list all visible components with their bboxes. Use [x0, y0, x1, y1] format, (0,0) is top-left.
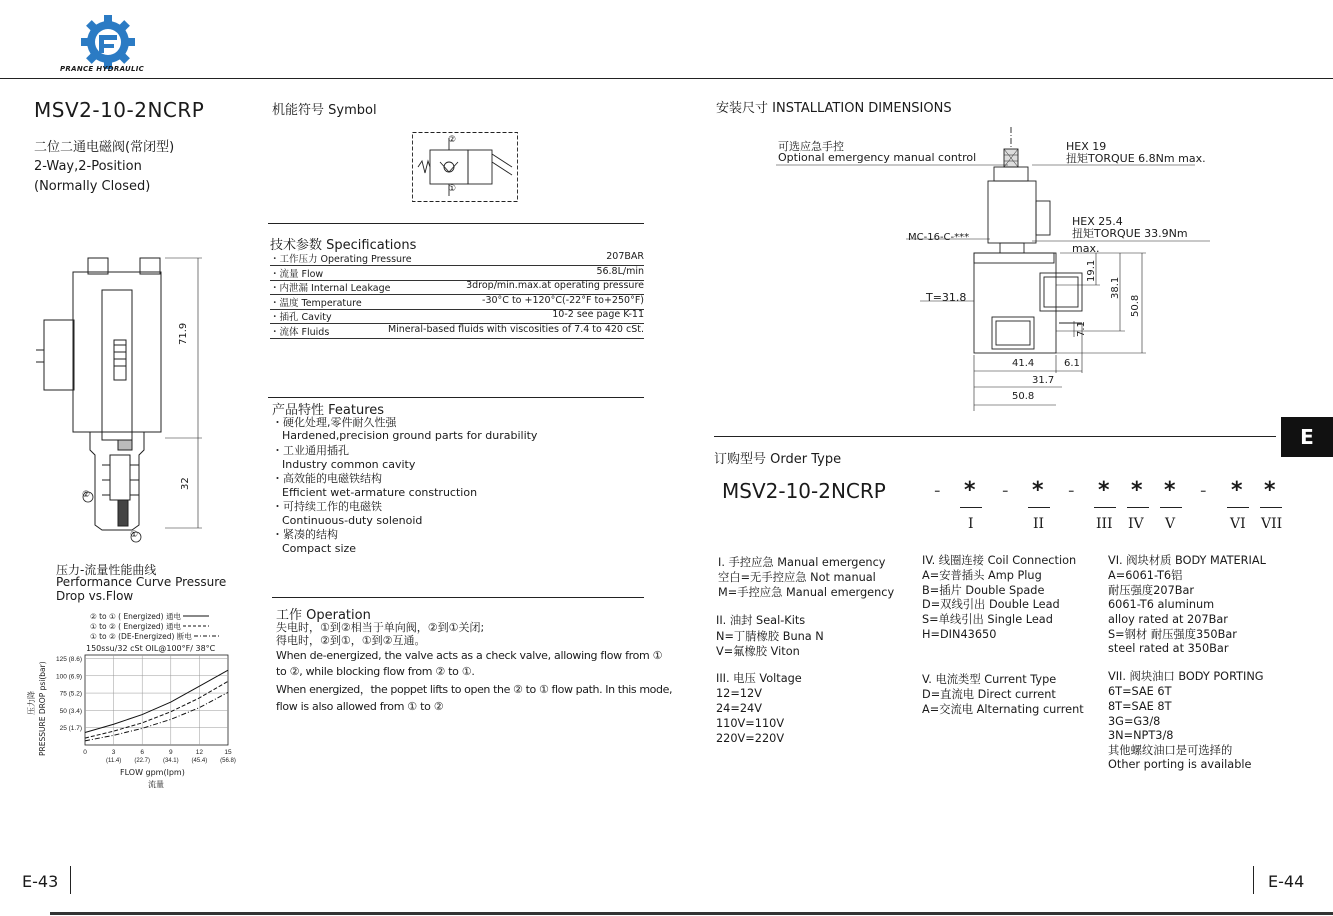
order-option: 110V=110V — [716, 717, 785, 730]
x-tick-label: 12 — [195, 749, 204, 756]
rule-operation-top — [272, 597, 644, 598]
x-tick-sublabel: (11.4) — [105, 758, 122, 764]
section-tab-letter: E — [1300, 425, 1314, 449]
series-line — [85, 692, 228, 740]
order-star-4: * — [1131, 478, 1143, 503]
symbol-port-2: ② — [448, 135, 457, 145]
order-option: H=DIN43650 — [922, 628, 997, 641]
order-option: V=氟橡胶 Viton — [716, 645, 800, 658]
order-dash: - — [1068, 480, 1075, 501]
dim-19-1: 19.1 — [1086, 259, 1097, 282]
y-tick-label: 50 (3.4) — [59, 707, 82, 715]
operation-en-2a: When energized，the poppet lifts to open the ② to ① flow path. In this mode, — [276, 683, 673, 696]
order-option: A=6061-T6铝 — [1108, 569, 1183, 582]
dim-50-8-h: 50.8 — [1012, 391, 1035, 402]
x-tick-sublabel: (22.7) — [134, 758, 151, 764]
feature-en: Efficient wet-armature construction — [282, 486, 478, 499]
order-option: 耐压强度207Bar — [1108, 584, 1195, 597]
thickness-label: T=31.8 — [926, 291, 967, 304]
brand-logo — [60, 12, 170, 78]
spec-row: ・内泄漏 Internal Leakage 3drop/min.max.at operating pressure — [270, 280, 644, 294]
feature-cn: ・紧凑的结构 — [272, 528, 338, 541]
order-underline — [1094, 507, 1116, 508]
order-option: V. 电流类型 Current Type — [922, 673, 1057, 686]
order-underline — [1028, 507, 1050, 508]
order-option: 8T=SAE 8T — [1108, 700, 1172, 713]
operation-en-1b: to ②, while blocking flow from ② to ①. — [276, 665, 475, 678]
spec-row: ・流体 Fluids Mineral-based fluids with viscosities of 7.4 to 420 cSt. — [270, 324, 644, 338]
order-option: steel rated at 350Bar — [1108, 642, 1229, 655]
curve-condition: 150ssu/32 cSt OIL@100°F/ 38°C — [86, 644, 216, 653]
feature-cn: ・可持续工作的电磁铁 — [272, 500, 382, 513]
hex19-label: HEX 19 — [1066, 140, 1107, 153]
order-star-2: * — [1032, 478, 1044, 503]
order-option: IV. 线圈连接 Coil Connection — [922, 554, 1077, 567]
torque25-label: 扭矩TORQUE 33.9Nm max. — [1072, 227, 1188, 255]
order-star-7: * — [1264, 478, 1276, 503]
order-underline — [1127, 507, 1149, 508]
order-roman-7: VII — [1261, 516, 1283, 532]
order-option: B=插片 Double Spade — [922, 584, 1045, 597]
y-tick-label: 25 (1.7) — [59, 725, 82, 733]
feature-en: Compact size — [282, 542, 357, 555]
order-roman-3: III — [1096, 516, 1113, 532]
order-option: A=安普插头 Amp Plug — [922, 569, 1042, 582]
x-tick-sublabel: (56.8) — [220, 758, 236, 764]
rule-order-top — [714, 436, 1276, 437]
order-option: 3G=G3/8 — [1108, 715, 1161, 728]
x-tick-label: 15 — [224, 749, 232, 756]
order-option: 6T=SAE 6T — [1108, 685, 1172, 698]
spec-row: ・流量 Flow 56.8L/min — [270, 266, 644, 280]
order-underline — [1260, 507, 1282, 508]
cavity-label: MC-16-C-*** — [908, 232, 970, 243]
order-option: I. 手控应急 Manual emergency — [718, 556, 886, 569]
order-option: Other porting is available — [1108, 758, 1252, 771]
port-1-label: ① — [130, 530, 139, 540]
curve-legend — [90, 612, 220, 642]
curve-title-en2: Drop vs.Flow — [56, 589, 134, 603]
order-option: 其他螺纹油口是可选择的 — [1108, 744, 1233, 757]
hydraulic-symbol — [412, 132, 518, 202]
install-heading: 安装尺寸 INSTALLATION DIMENSIONS — [716, 101, 952, 116]
order-option: A=交流电 Alternating current — [922, 703, 1084, 716]
specs-heading: 技术参数 Specifications — [270, 238, 417, 253]
legend-item: ① to ② ( Energized) 通电 — [90, 622, 181, 631]
brand-name: PRANCE HYDRAULIC — [60, 65, 145, 73]
x-tick-sublabel: (45.4) — [191, 758, 208, 764]
order-dash: - — [1200, 480, 1207, 501]
symbol-port-1: ① — [448, 184, 457, 194]
order-option: 220V=220V — [716, 732, 785, 745]
feature-cn: ・工业通用插孔 — [272, 444, 349, 457]
order-star-3: * — [1098, 478, 1110, 503]
order-option: alloy rated at 207Bar — [1108, 613, 1228, 626]
page-divider-left — [70, 866, 71, 894]
dim-38-1: 38.1 — [1110, 276, 1121, 299]
rule-features-top — [268, 397, 644, 398]
order-roman-4: IV — [1128, 516, 1144, 532]
dim-32: 32 — [180, 477, 191, 490]
curve-y-label-cn: 压力降 — [27, 691, 36, 715]
curve-x-label-en: FLOW gpm(lpm) — [120, 768, 185, 777]
order-roman-5: V — [1165, 516, 1176, 532]
product-model: MSV2-10-2NCRP — [34, 98, 205, 122]
x-tick-label: 0 — [83, 749, 87, 756]
hex25-label: HEX 25.4 — [1072, 215, 1123, 228]
port-2-label: ② — [82, 490, 91, 500]
order-option: 空白=无手控应急 Not manual — [718, 571, 876, 584]
feature-en: Continuous-duty solenoid — [282, 514, 423, 527]
order-option: III. 电压 Voltage — [716, 672, 802, 685]
rule-specs-top — [268, 223, 644, 224]
x-tick-label: 3 — [111, 749, 116, 756]
y-tick-label: 75 (5.2) — [59, 690, 82, 698]
legend-item: ② to ① ( Energized) 通电 — [90, 612, 181, 621]
curve-title-cn: 压力-流量性能曲线 — [56, 563, 157, 577]
operation-cn-1: 失电时，①到②相当于单向阀，②到①关闭; — [276, 621, 485, 634]
operation-en-2b: flow is also allowed from ① to ② — [276, 700, 444, 713]
curve-y-label-en: PRESSURE DROP psi(bar) — [38, 661, 47, 756]
order-option: 3N=NPT3/8 — [1108, 729, 1174, 742]
section-tab — [1281, 417, 1333, 457]
install-drawing — [770, 125, 1210, 415]
order-underline — [1227, 507, 1249, 508]
dim-71-9: 71.9 — [178, 322, 189, 345]
curve-title-en1: Performance Curve Pressure — [56, 575, 227, 589]
order-option: N=丁腈橡胶 Buna N — [716, 630, 824, 643]
operation-cn-2: 得电时，②到①，①到②互通。 — [276, 634, 426, 647]
order-option: D=双线引出 Double Lead — [922, 598, 1060, 611]
dim-50-8-v: 50.8 — [1130, 294, 1141, 317]
spec-row: ・插孔 Cavity 10-2 see page K-11 — [270, 309, 644, 323]
spec-row: ・温度 Temperature -30°C to +120°C(-22°F to+250°F) — [270, 295, 644, 309]
torque19-label: 扭矩TORQUE 6.8Nm max. — [1066, 152, 1206, 165]
order-star-1: * — [964, 478, 976, 503]
order-dash: - — [934, 480, 941, 501]
order-option: VI. 阀块材质 BODY MATERIAL — [1108, 554, 1266, 567]
page-number-right: E-44 — [1268, 872, 1305, 891]
feature-cn: ・高效能的电磁铁结构 — [272, 472, 382, 485]
product-title-cn: 二位二通电磁阀(常闭型) — [34, 140, 175, 155]
curve-x-label-cn: 流量 — [148, 780, 164, 789]
valve-section-drawing — [30, 250, 220, 545]
feature-en: Industry common cavity — [282, 458, 416, 471]
header-rule — [0, 78, 1333, 79]
product-title-en2: (Normally Closed) — [34, 179, 151, 194]
y-tick-label: 125 (8.6) — [55, 655, 82, 663]
series-line — [85, 681, 228, 738]
order-option: 6061-T6 aluminum — [1108, 598, 1215, 611]
operation-heading: 工作 Operation — [276, 608, 371, 623]
order-option: D=直流电 Direct current — [922, 688, 1056, 701]
order-roman-6: VI — [1230, 516, 1246, 532]
features-heading: 产品特性 Features — [272, 403, 385, 418]
dim-6-1: 6.1 — [1064, 358, 1080, 369]
operation-en-1a: When de-energized, the valve acts as a check valve, allowing flow from ① — [276, 649, 663, 662]
plot-frame — [85, 655, 228, 745]
feature-cn: ・硬化处理,零件耐久性强 — [272, 416, 397, 429]
page-divider-right — [1253, 866, 1254, 894]
spec-row: ・工作压力 Operating Pressure 207BAR — [270, 251, 644, 265]
x-tick-label: 6 — [140, 749, 145, 756]
order-roman-2: II — [1033, 516, 1045, 532]
order-dash: - — [1002, 480, 1009, 501]
order-model: MSV2-10-2NCRP — [722, 479, 886, 503]
product-title-en1: 2-Way,2-Position — [34, 159, 142, 174]
page-number-left: E-43 — [22, 872, 59, 891]
order-roman-1: I — [968, 516, 974, 532]
order-heading: 订购型号 Order Type — [714, 452, 842, 467]
order-option: 12=12V — [716, 687, 762, 700]
order-option: S=钢材 耐压强度350Bar — [1108, 628, 1237, 641]
x-tick-label: 9 — [168, 749, 173, 756]
order-option: 24=24V — [716, 702, 762, 715]
order-star-6: * — [1231, 478, 1243, 503]
order-underline — [960, 507, 982, 508]
order-option: M=手控应急 Manual emergency — [718, 586, 895, 599]
series-line — [85, 670, 228, 732]
order-option: II. 油封 Seal-Kits — [716, 614, 806, 627]
y-tick-label: 100 (6.9) — [55, 673, 82, 681]
manual-control-en: Optional emergency manual control — [778, 151, 977, 164]
symbol-heading: 机能符号 Symbol — [272, 103, 377, 118]
order-option: S=单线引出 Single Lead — [922, 613, 1053, 626]
dim-31-7: 31.7 — [1032, 375, 1055, 386]
manual-control-cn: 可选应急手控 — [778, 140, 844, 153]
dim-41-4: 41.4 — [1012, 358, 1035, 369]
legend-item: ① to ② (DE-Energized) 断电 — [90, 632, 192, 641]
order-option: VII. 阀块油口 BODY PORTING — [1108, 670, 1264, 683]
order-underline — [1160, 507, 1182, 508]
performance-chart — [40, 650, 245, 775]
order-star-5: * — [1164, 478, 1176, 503]
footer-rule — [50, 912, 1333, 915]
feature-en: Hardened,precision ground parts for durability — [282, 429, 538, 442]
x-tick-sublabel: (34.1) — [162, 758, 179, 764]
dim-7-1: 7.1 — [1076, 321, 1087, 337]
